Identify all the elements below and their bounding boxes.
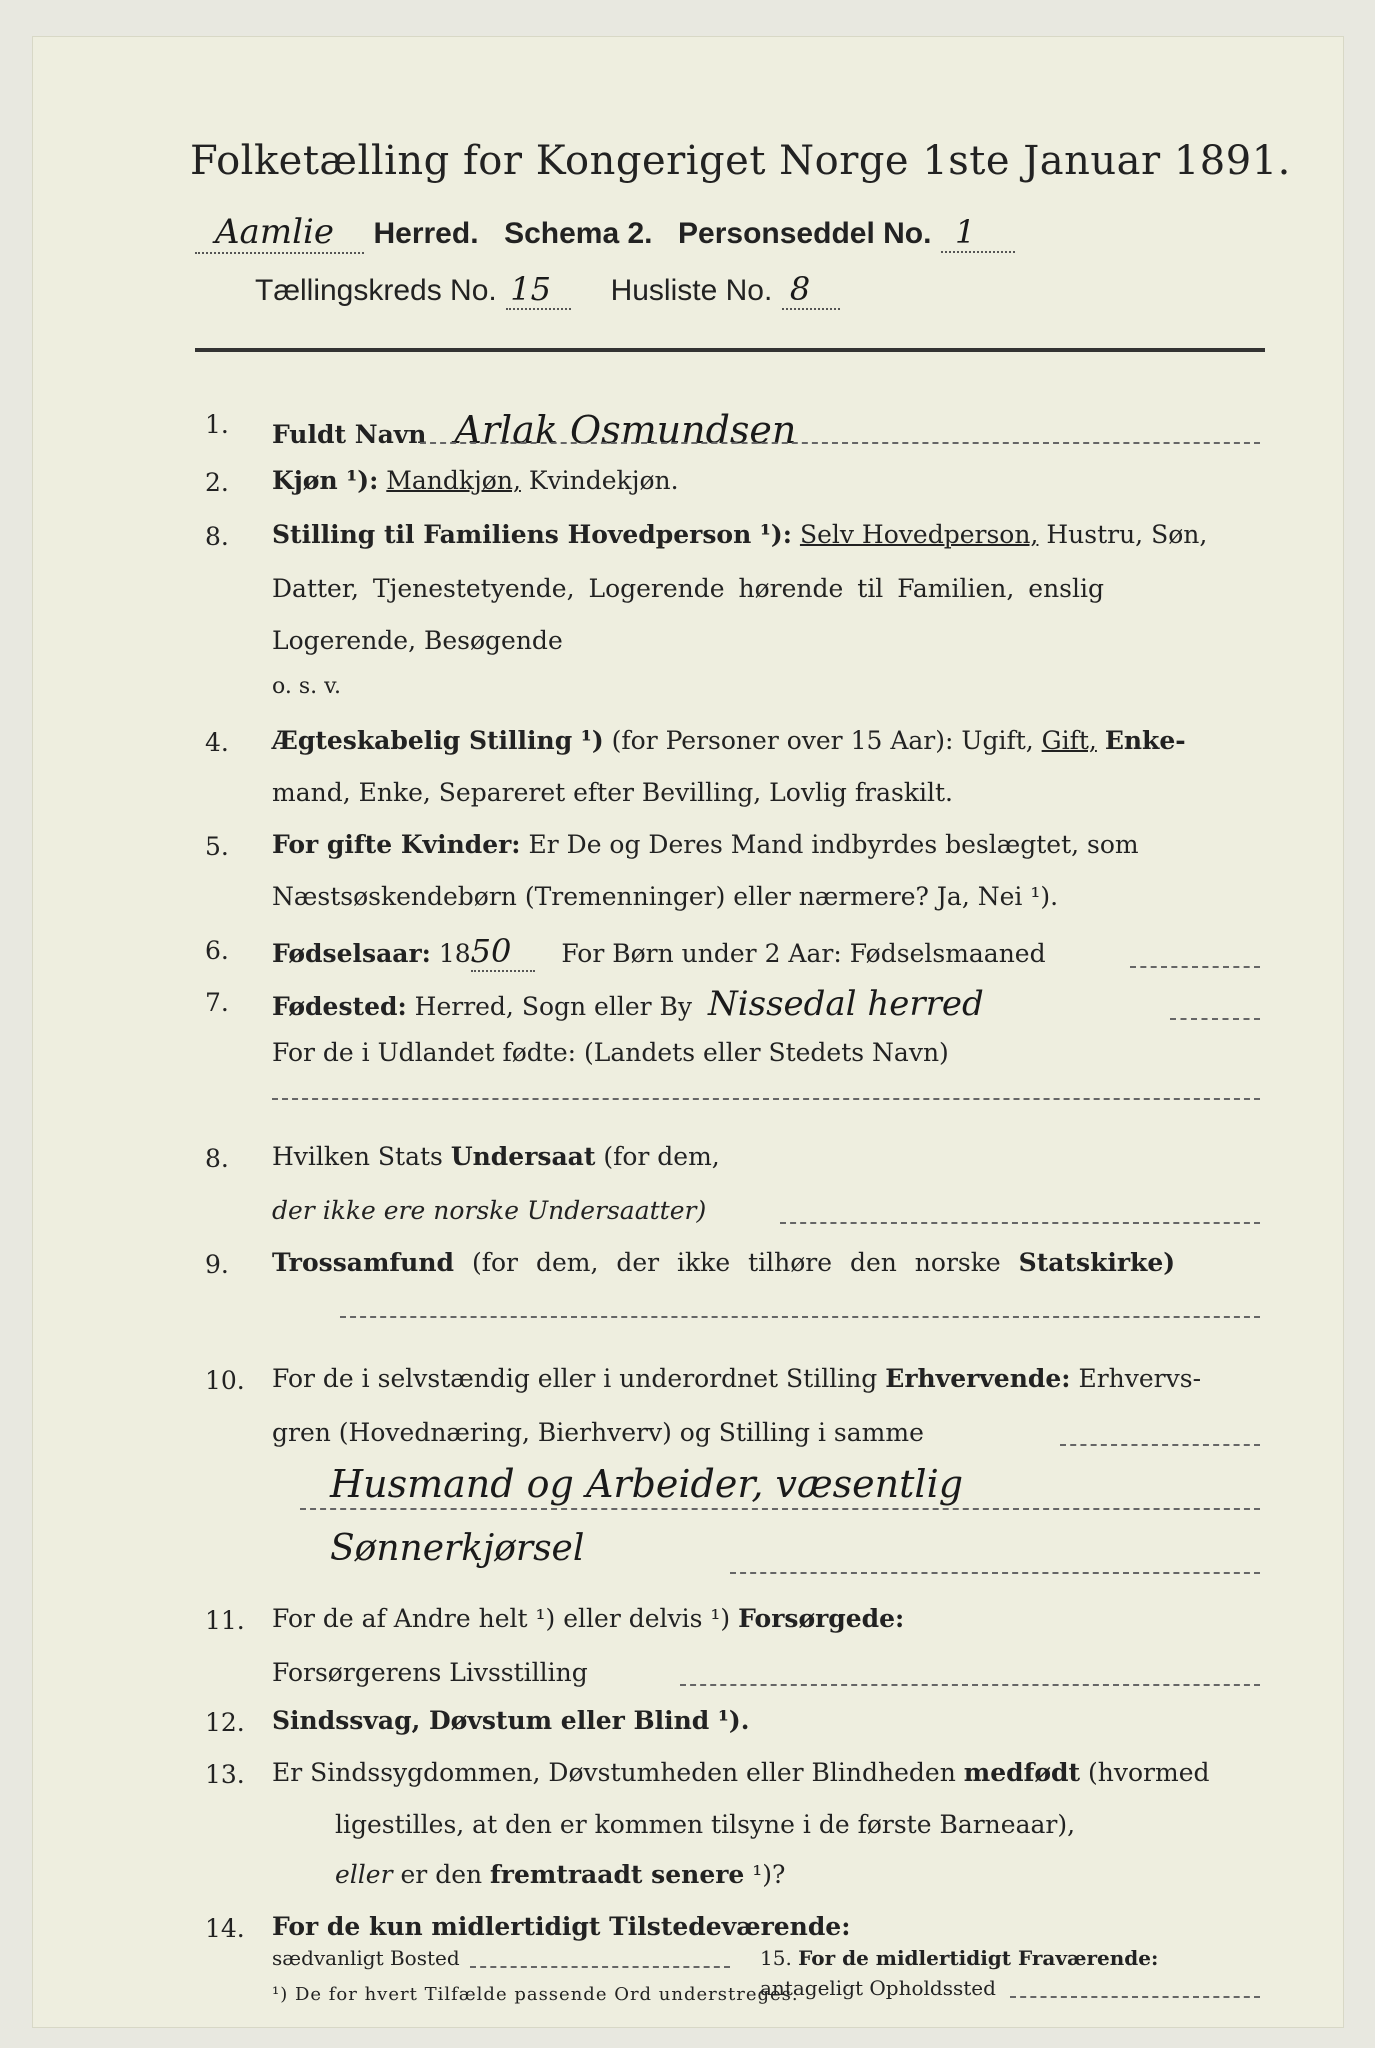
- nationality-label: Undersaat: [450, 1142, 596, 1171]
- item-1-number: 1.: [205, 410, 229, 439]
- form-title: Folketælling for Kongeriget Norge 1ste Januar 1891.: [190, 138, 1291, 184]
- disability-onset-text-2: (hvormed: [1088, 1758, 1210, 1787]
- family-position-rest: Hustru, Søn,: [1046, 520, 1208, 549]
- item-1-fill-line: [420, 442, 1260, 444]
- header-line-herred: [195, 212, 1015, 254]
- married-women-question: Er De og Deres Mand indbyrdes beslægtet, som: [528, 830, 1139, 859]
- item-14-fill-line: [470, 1966, 730, 1968]
- birth-year-value: 50: [471, 932, 536, 972]
- item-8-row: [272, 1142, 720, 1171]
- full-name-label: Fuldt Navn: [272, 420, 427, 449]
- disability-onset-label: medfødt: [963, 1758, 1081, 1787]
- item-14-line-2: sædvanligt Bosted: [272, 1946, 460, 1970]
- item-5-number: 5.: [205, 832, 229, 861]
- item-8-line-2: der ikke ere norske Undersaatter): [272, 1196, 707, 1225]
- birth-year-label: Fødselsaar:: [272, 939, 431, 968]
- occupation-text-1: For de i selvstændig eller i underordnet Stilling: [272, 1364, 878, 1393]
- header-line-kreds: [255, 270, 840, 310]
- item-3-line-3: Logerende, Besøgende: [272, 626, 563, 655]
- religion-label: Trossamfund: [272, 1248, 455, 1277]
- marital-status-label: Ægteskabelig Stilling ¹): [272, 726, 604, 755]
- item-3-number: 8.: [205, 522, 229, 551]
- item-8-number: 8.: [205, 1144, 229, 1173]
- item-6-row: [272, 932, 1046, 972]
- header-divider: [195, 348, 1265, 352]
- occupation-value-1: Husmand og Arbeider, væsentlig: [330, 1462, 964, 1506]
- item-13-line-3: [335, 1860, 785, 1889]
- item-10-fill-line-2: [300, 1508, 1260, 1510]
- item-10-fill-line: [1060, 1444, 1260, 1446]
- item-15-row: [760, 1946, 1158, 1970]
- item-10-row: [272, 1364, 1201, 1393]
- item-7-fill-line-2: [272, 1098, 1260, 1100]
- herred-label: Herred.: [373, 217, 479, 250]
- item-14-number: 14.: [205, 1914, 245, 1943]
- occupation-label: Erhvervende:: [885, 1364, 1071, 1393]
- item-13-eller: eller: [335, 1860, 393, 1889]
- occupation-text-2: Erhvervs-: [1078, 1364, 1202, 1393]
- item-13-er-den: er den: [400, 1860, 483, 1889]
- husliste-value: 8: [782, 270, 840, 310]
- item-13-row: [272, 1758, 1210, 1787]
- birth-month-text: For Børn under 2 Aar: Fødselsmaaned: [561, 939, 1046, 968]
- item-10-number: 10.: [205, 1366, 245, 1395]
- item-15-number: 15.: [760, 1946, 792, 1970]
- temporary-absent-label: For de midlertidigt Fraværende:: [798, 1946, 1159, 1970]
- item-4-number: 4.: [205, 728, 229, 757]
- item-9-row: [272, 1248, 1175, 1277]
- item-15-line-2: antageligt Opholdssted: [760, 1976, 996, 2000]
- item-7-number: 7.: [205, 988, 229, 1017]
- family-position-selected: Selv Hovedperson,: [799, 520, 1039, 549]
- item-5-row: [272, 830, 1139, 859]
- disability-onset-text: Er Sindssygdommen, Døvstumheden eller Blindheden: [272, 1758, 956, 1787]
- kreds-value: 15: [506, 270, 571, 310]
- item-7-fill-line: [1170, 1018, 1260, 1020]
- nationality-text-2: (for dem,: [603, 1142, 720, 1171]
- marital-status-text: (for Personer over 15 Aar): Ugift,: [611, 726, 1034, 755]
- occupation-value-2: Sønnerkjørsel: [330, 1528, 585, 1569]
- sex-option-male: Mandkjøn,: [386, 466, 521, 495]
- supported-text: For de af Andre helt ¹) eller delvis ¹): [272, 1604, 731, 1633]
- marital-status-selected: Gift,: [1041, 726, 1097, 755]
- item-2-number: 2.: [205, 468, 229, 497]
- religion-label-2: Statskirke): [1018, 1248, 1176, 1277]
- item-7-line-2: For de i Udlandet fødte: (Landets eller Stedets Navn): [272, 1038, 949, 1067]
- nationality-text-1: Hvilken Stats: [272, 1142, 443, 1171]
- herred-value: Aamlie: [195, 212, 364, 254]
- birthplace-label: Fødested:: [272, 992, 407, 1021]
- birthplace-value: Nissedal herred: [708, 984, 984, 1024]
- item-8-fill-line: [780, 1222, 1260, 1224]
- item-3-line-2: Datter, Tjenestetyende, Logerende hørende til Familien, enslig: [272, 574, 1105, 603]
- personseddel-label: Personseddel No.: [678, 217, 932, 250]
- religion-text: (for dem, der ikke tilhøre den norske: [471, 1248, 1001, 1277]
- item-11-line-2: Forsørgerens Livsstilling: [272, 1658, 588, 1687]
- family-position-label: Stilling til Familiens Hovedperson ¹):: [272, 520, 792, 549]
- item-12-number: 12.: [205, 1708, 245, 1737]
- item-10-fill-line-3: [730, 1572, 1260, 1574]
- personseddel-value: 1: [941, 213, 1015, 253]
- sex-option-female: Kvindekjøn.: [528, 466, 679, 495]
- item-13-number: 13.: [205, 1760, 245, 1789]
- item-6-number: 6.: [205, 936, 229, 965]
- item-10-line-2: gren (Hovednæring, Bierhverv) og Stilling i samme: [272, 1418, 924, 1447]
- item-11-row: [272, 1604, 904, 1633]
- item-5-line-2: Næstsøskendebørn (Tremenninger) eller nærmere? Ja, Nei ¹).: [272, 882, 1059, 911]
- item-15-fill-line: [1010, 1996, 1260, 1998]
- item-4-line-2: mand, Enke, Separeret efter Bevilling, Lovlig fraskilt.: [272, 778, 953, 807]
- item-11-number: 11.: [205, 1606, 245, 1635]
- temporary-present-label: For de kun midlertidigt Tilstedeværende:: [272, 1912, 851, 1941]
- schema-label: Schema 2.: [504, 217, 653, 250]
- item-13-fremtraadt: fremtraadt senere: [490, 1860, 745, 1889]
- footnote: ¹) De for hvert Tilfælde passende Ord understreges.: [272, 1984, 799, 2005]
- item-6-fill-line: [1130, 966, 1260, 968]
- birth-year-prefix: 18: [438, 939, 471, 968]
- item-3-line-4: o. s. v.: [272, 674, 341, 699]
- kreds-label: Tællingskreds No.: [255, 274, 497, 307]
- item-1-row: [272, 408, 796, 452]
- item-9-number: 9.: [205, 1250, 229, 1279]
- item-13-line-2: ligestilles, at den er kommen tilsyne i de første Barneaar),: [335, 1810, 1076, 1839]
- item-7-row: [272, 984, 984, 1024]
- sex-label: Kjøn ¹):: [272, 466, 379, 495]
- item-2-row: [272, 466, 679, 495]
- item-9-fill-line: [340, 1316, 1260, 1318]
- item-3-row: [272, 520, 1207, 549]
- married-women-label: For gifte Kvinder:: [272, 830, 521, 859]
- marital-status-enke: Enke-: [1104, 726, 1186, 755]
- item-4-row: [272, 726, 1186, 755]
- item-13-footnote-ref: ¹)?: [752, 1860, 786, 1889]
- full-name-value: Arlak Osmundsen: [454, 408, 797, 452]
- item-11-fill-line: [680, 1684, 1260, 1686]
- supported-label: Forsørgede:: [738, 1604, 905, 1633]
- husliste-label: Husliste No.: [610, 274, 773, 307]
- disability-label: Sindssvag, Døvstum eller Blind ¹).: [272, 1706, 750, 1735]
- birthplace-text: Herred, Sogn eller By: [414, 992, 693, 1021]
